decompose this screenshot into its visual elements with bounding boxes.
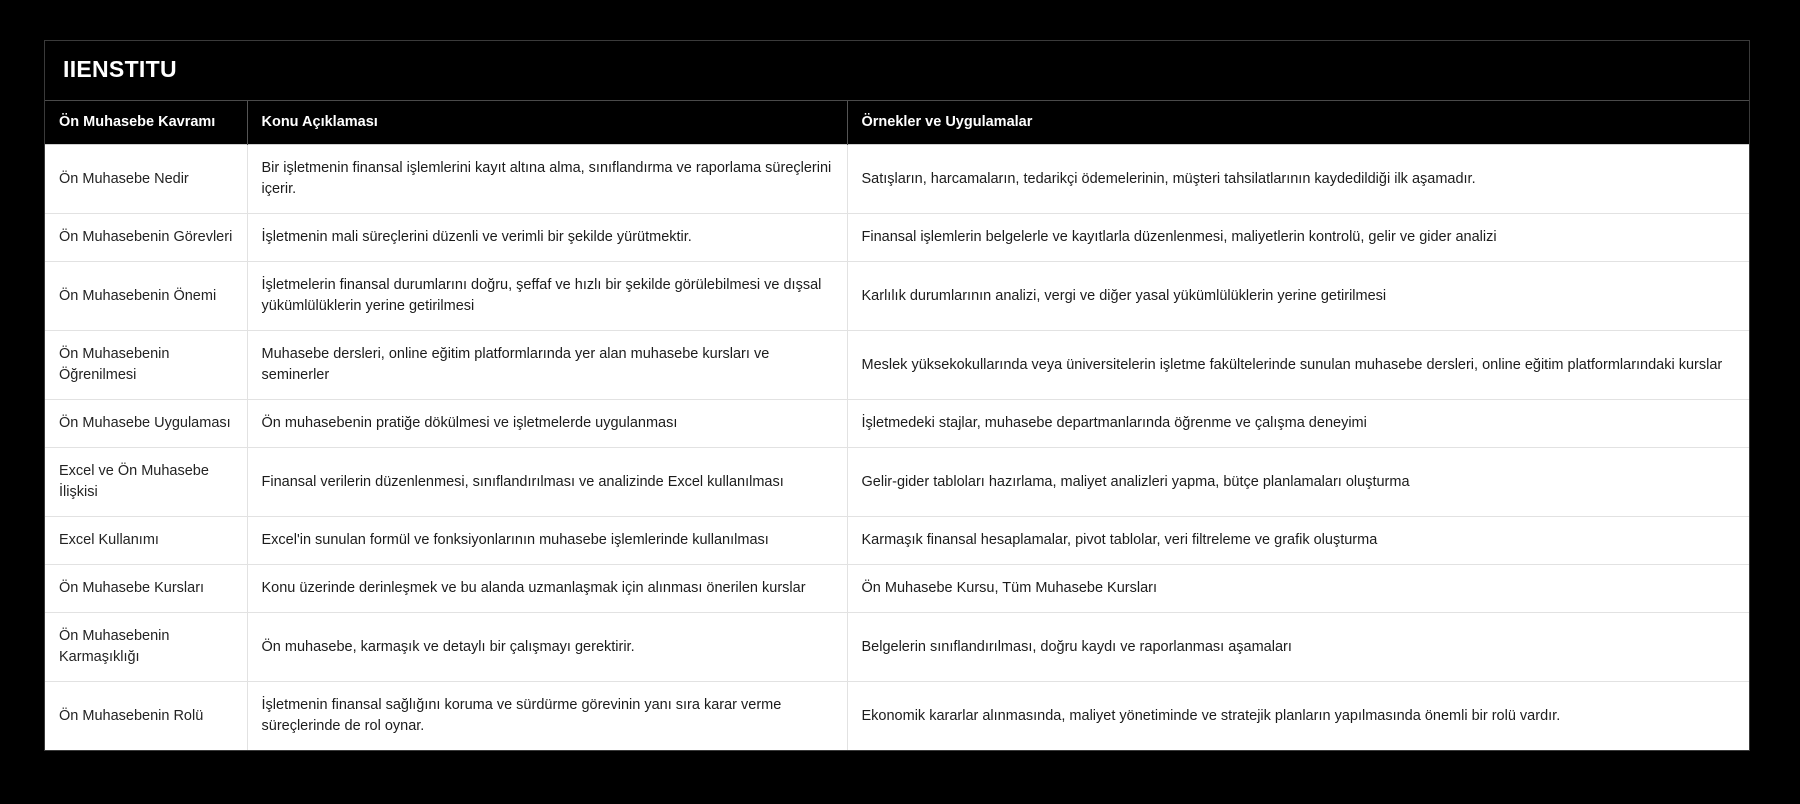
table-row	[45, 331, 1749, 400]
cell-description: Excel'in sunulan formül ve fonksiyonlarının muhasebe işlemlerinde kullanılması	[247, 517, 847, 565]
cell-concept: Excel Kullanımı	[45, 517, 247, 565]
cell-concept: Ön Muhasebe Nedir	[45, 145, 247, 214]
table-row	[45, 262, 1749, 331]
column-header-description: Konu Açıklaması	[247, 101, 847, 144]
table-row	[45, 400, 1749, 448]
cell-concept: Ön Muhasebe Kursları	[45, 565, 247, 613]
cell-concept: Ön Muhasebenin Karmaşıklığı	[45, 613, 247, 682]
cell-examples: Meslek yüksekokullarında veya üniversitelerin işletme fakültelerinde sunulan muhasebe dersleri, online eğitim platformlarındaki kurslar	[847, 331, 1749, 400]
table-row	[45, 565, 1749, 613]
cell-concept: Ön Muhasebenin Rolü	[45, 682, 247, 751]
column-header-examples: Örnekler ve Uygulamalar	[847, 101, 1749, 144]
cell-description: Ön muhasebenin pratiğe dökülmesi ve işletmelerde uygulanması	[247, 400, 847, 448]
cell-concept: Ön Muhasebe Uygulaması	[45, 400, 247, 448]
cell-description: Ön muhasebe, karmaşık ve detaylı bir çalışmayı gerektirir.	[247, 613, 847, 682]
cell-concept: Ön Muhasebenin Önemi	[45, 262, 247, 331]
cell-concept: Ön Muhasebenin Öğrenilmesi	[45, 331, 247, 400]
concepts-table	[45, 101, 1749, 750]
cell-examples: Satışların, harcamaların, tedarikçi ödemelerinin, müşteri tahsilatlarının kaydedildiği ilk aşamadır.	[847, 145, 1749, 214]
table-header	[45, 101, 1749, 144]
brand-band	[45, 41, 1749, 101]
cell-examples: İşletmedeki stajlar, muhasebe departmanlarında öğrenme ve çalışma deneyimi	[847, 400, 1749, 448]
cell-examples: Finansal işlemlerin belgelerle ve kayıtlarla düzenlenmesi, maliyetlerin kontrolü, gelir ve gider analizi	[847, 214, 1749, 262]
cell-description: Bir işletmenin finansal işlemlerini kayıt altına alma, sınıflandırma ve raporlama süreçlerini içerir.	[247, 145, 847, 214]
table-row	[45, 613, 1749, 682]
table-row	[45, 214, 1749, 262]
cell-concept: Ön Muhasebenin Görevleri	[45, 214, 247, 262]
table-row	[45, 145, 1749, 214]
cell-description: Finansal verilerin düzenlenmesi, sınıflandırılması ve analizinde Excel kullanılması	[247, 448, 847, 517]
cell-description: Muhasebe dersleri, online eğitim platformlarında yer alan muhasebe kursları ve seminerler	[247, 331, 847, 400]
cell-examples: Ön Muhasebe Kursu, Tüm Muhasebe Kursları	[847, 565, 1749, 613]
cell-concept: Excel ve Ön Muhasebe İlişkisi	[45, 448, 247, 517]
cell-examples: Gelir-gider tabloları hazırlama, maliyet analizleri yapma, bütçe planlamaları oluşturma	[847, 448, 1749, 517]
cell-examples: Karlılık durumlarının analizi, vergi ve diğer yasal yükümlülüklerin yerine getirilmesi	[847, 262, 1749, 331]
info-table-card	[44, 40, 1750, 751]
table-header-row	[45, 101, 1749, 144]
cell-examples: Ekonomik kararlar alınmasında, maliyet yönetiminde ve stratejik planların yapılmasında önemli bir rolü vardır.	[847, 682, 1749, 751]
table-row	[45, 682, 1749, 751]
table-body	[45, 145, 1749, 751]
table-row	[45, 517, 1749, 565]
cell-description: İşletmenin mali süreçlerini düzenli ve verimli bir şekilde yürütmektir.	[247, 214, 847, 262]
column-header-concept: Ön Muhasebe Kavramı	[45, 101, 247, 144]
cell-description: İşletmenin finansal sağlığını koruma ve sürdürme görevinin yanı sıra karar verme süreçlerinde de rol oynar.	[247, 682, 847, 751]
cell-examples: Belgelerin sınıflandırılması, doğru kaydı ve raporlanması aşamaları	[847, 613, 1749, 682]
table-row	[45, 448, 1749, 517]
cell-description: İşletmelerin finansal durumlarını doğru, şeffaf ve hızlı bir şekilde görülebilmesi ve dışsal yükümlülüklerin yerine getirilmesi	[247, 262, 847, 331]
cell-examples: Karmaşık finansal hesaplamalar, pivot tablolar, veri filtreleme ve grafik oluşturma	[847, 517, 1749, 565]
brand-title: IIENSTITU	[63, 56, 177, 82]
cell-description: Konu üzerinde derinleşmek ve bu alanda uzmanlaşmak için alınması önerilen kurslar	[247, 565, 847, 613]
